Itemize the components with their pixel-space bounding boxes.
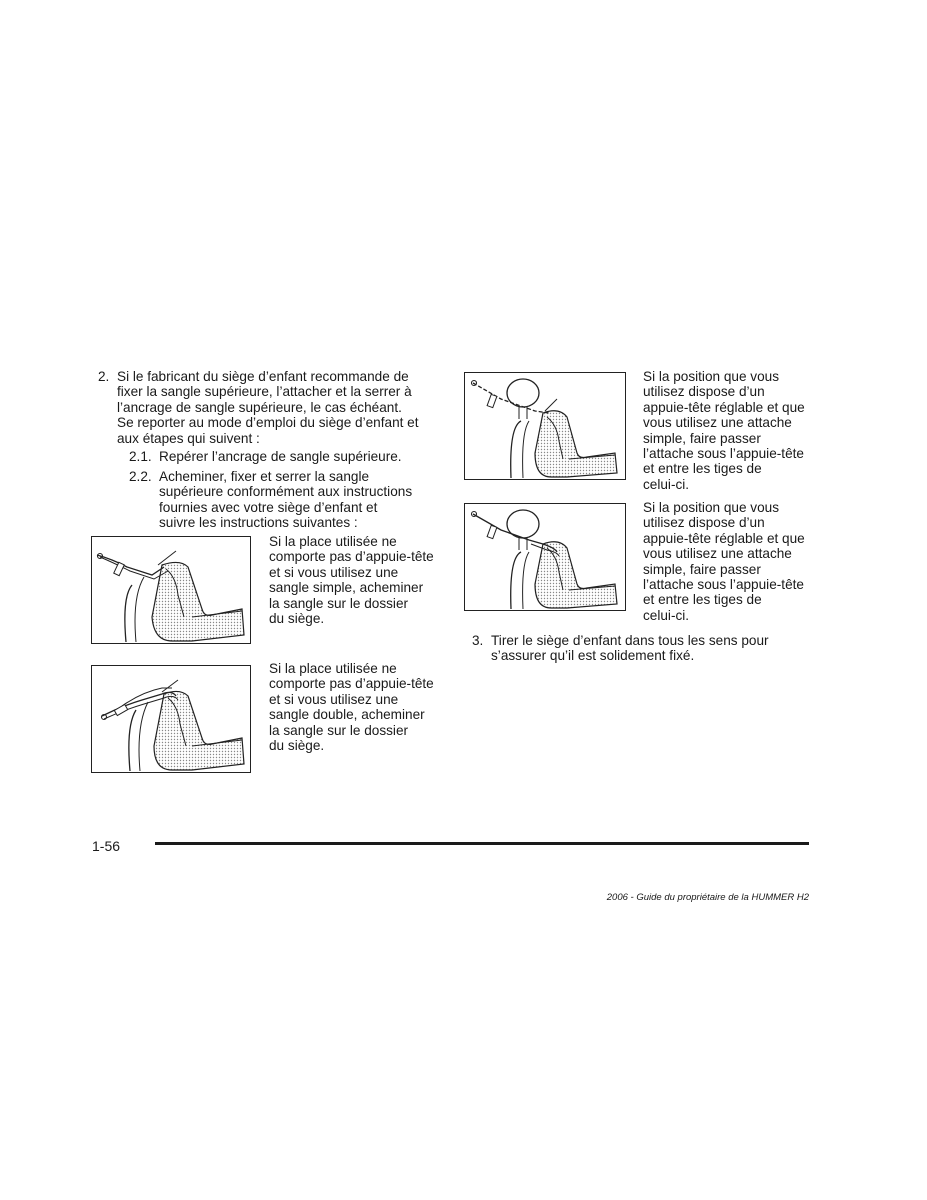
substep-2-2-line: Acheminer, fixer et serrer la sangle [159, 469, 370, 484]
step-2-line: Si le fabricant du siège d’enfant recommande de [117, 369, 409, 384]
caption-line: sangle simple, acheminer [269, 580, 424, 596]
caption-line: utilisez dispose d’un [643, 515, 765, 531]
caption-line: Si la place utilisée ne [269, 534, 397, 549]
footer-text: 2006 - Guide du propriétaire de la HUMMER H2 [606, 892, 809, 903]
illustration-headrest-tether-1 [464, 372, 626, 480]
substep-2-2-text [159, 469, 412, 531]
illustration-single-tether-seat [91, 536, 251, 644]
caption-line: sangle double, acheminer [269, 707, 425, 723]
footer-rule [155, 842, 809, 845]
substep-2-1-text: Repérer l’ancrage de sangle supérieure. [159, 449, 402, 464]
caption-line: appuie-tête réglable et que [643, 530, 805, 546]
caption-line: Si la position que vous [643, 369, 780, 384]
caption-single-tether [269, 534, 434, 626]
step-2-line: Se reporter au mode d’emploi du siège d’enfant et [117, 415, 419, 431]
step-3-line: s’assurer qu’il est solidement fixé. [491, 648, 695, 664]
caption-line: et si vous utilisez une [269, 691, 399, 707]
step-2-line: fixer la sangle supérieure, l’attacher et la serrer à [117, 384, 412, 400]
caption-line: simple, faire passer [643, 561, 761, 577]
caption-line: et entre les tiges de [643, 592, 762, 608]
step-2-number: 2. [98, 369, 110, 384]
caption-double-tether [269, 661, 434, 753]
step-2-text [117, 369, 419, 446]
caption-line: comporte pas d’appuie-tête [269, 676, 434, 692]
caption-line: Si la position que vous [643, 500, 780, 515]
caption-headrest-tether-2 [643, 500, 805, 623]
caption-headrest-tether-1 [643, 369, 805, 492]
caption-line: l’attache sous l’appuie-tête [643, 446, 804, 462]
caption-line: appuie-tête réglable et que [643, 399, 805, 415]
substep-2-2-number: 2.2. [129, 469, 152, 484]
caption-line: et entre les tiges de [643, 461, 762, 477]
caption-line: Si la place utilisée ne [269, 661, 397, 676]
caption-line: et si vous utilisez une [269, 564, 399, 580]
step-3-line: Tirer le siège d’enfant dans tous les sens pour [491, 633, 769, 648]
step-3-number: 3. [472, 633, 484, 648]
caption-line: vous utilisez une attache [643, 415, 792, 431]
caption-line: la sangle sur le dossier [269, 595, 409, 611]
caption-line: comporte pas d’appuie-tête [269, 549, 434, 565]
caption-line: simple, faire passer [643, 430, 761, 446]
page-number: 1-56 [92, 838, 121, 854]
step-3-text [491, 633, 769, 664]
caption-line: vous utilisez une attache [643, 546, 792, 562]
substep-2-1-number: 2.1. [129, 449, 152, 464]
step-2-line: l’ancrage de sangle supérieure, le cas échéant. [117, 399, 402, 415]
caption-line: la sangle sur le dossier [269, 722, 409, 738]
illustration-headrest-tether-2 [464, 503, 626, 611]
caption-line: utilisez dispose d’un [643, 384, 765, 400]
substep-2-2-line: suivre les instructions suivantes : [159, 515, 358, 531]
step-2-line: aux étapes qui suivent : [117, 430, 260, 446]
caption-line: du siège. [269, 738, 325, 754]
caption-line: l’attache sous l’appuie-tête [643, 577, 804, 593]
substep-2-2-line: supérieure conformément aux instructions [159, 484, 413, 500]
caption-line: celui-ci. [643, 607, 690, 623]
illustration-double-tether-seat [91, 665, 251, 773]
substep-2-2-line: fournies avec votre siège d’enfant et [159, 499, 378, 515]
caption-line: du siège. [269, 611, 325, 627]
caption-line: celui-ci. [643, 476, 690, 492]
